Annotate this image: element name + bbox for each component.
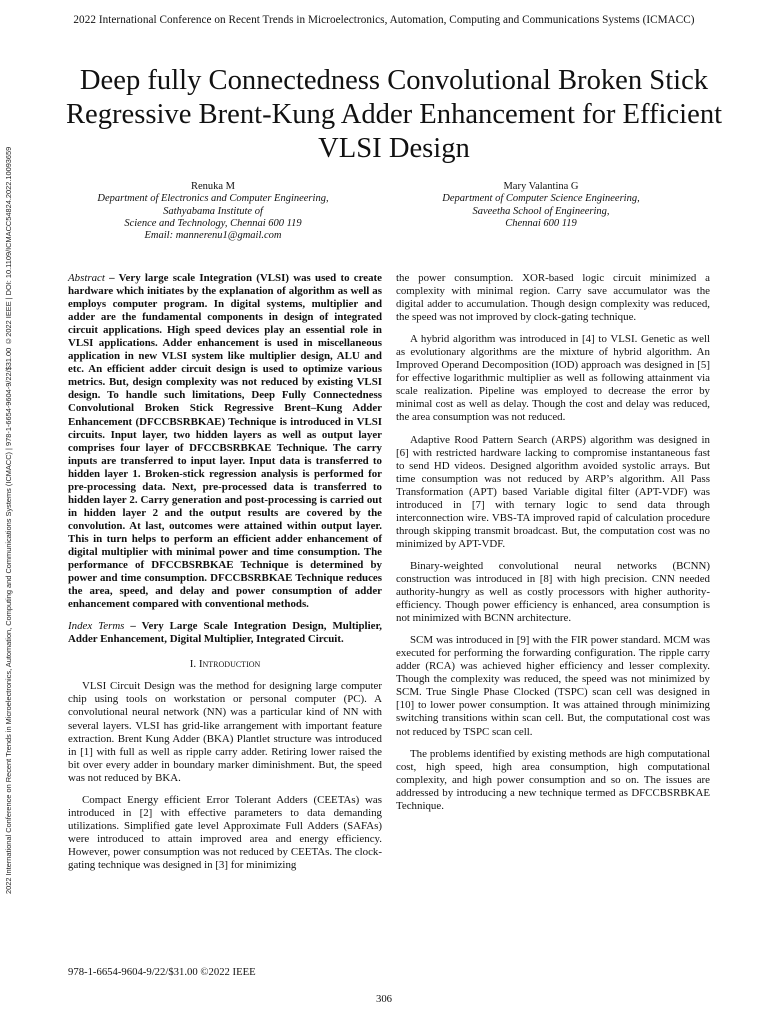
right-column — [396, 272, 710, 822]
author-block-1 — [53, 181, 373, 242]
abstract — [68, 272, 382, 611]
index-terms-body: – Very Large Scale Integration Design, Multiplier, Adder Enhancement, Digital Multiplier, Integrated Circuit. — [68, 620, 382, 646]
author-name: Mary Valantina G — [503, 181, 579, 192]
doi-sidebar: 2022 International Conference on Recent Trends in Microelectronics, Automation, Computing and Communications Systems (ICMACC) | 978-1-6654-9604-9/22/$31.00 ©2022 IEEE | DOI: 10.1109/ICMACC54824.2022.10093659 — [4, 146, 13, 894]
author-affiliation-line: Science and Technology, Chennai 600 119 — [124, 217, 302, 229]
body-paragraph: SCM was introduced in [9] with the FIR power standard. MCM was executed for performing the forwarding configuration. The ripple carry adder (RCA) was achieved higher efficiency and lesser complexity. Though the complexity was reduced, the speed was not minimized by SCM. True Single Phase Clocked (TSPC) scan cell was designed in [10] to lower power consumption. It was attained through minimizing switching transitions within scan cell. But, the computational cost was not reduced by TSPC scan cell. — [396, 634, 710, 738]
body-paragraph: Compact Energy efficient Error Tolerant Adders (CEETAs) was introduced in [2] with effective parameters to data demanding utilizations. Simplified gate level Approximate Full Adders (SAFAs) were introduced to attain improved area and energy efficiency. However, power consumption was not reduced by CEETAs. The clock-gating technique was designed in [3] for minimizing — [68, 793, 382, 871]
author-affiliation-line: Department of Computer Science Engineering, — [442, 193, 640, 205]
author-affiliation-line: Saveetha School of Engineering, — [472, 205, 610, 217]
section-heading-introduction: I. Introduction — [189, 658, 261, 671]
body-paragraph: Binary-weighted convolutional neural networks (BCNN) construction was introduced in [8] with high precision. CNN needed authority-hungry as well as costly processors with higher authority-efficiency. Though power efficiency is enhanced, area consumption is not minimized with BCNN architecture. — [396, 559, 710, 625]
author-affiliation-line: Chennai 600 119 — [505, 217, 577, 229]
author-block-2 — [381, 181, 701, 230]
body-paragraph: Adaptive Rood Pattern Search (ARPS) algorithm was designed in [6] with restricted hardware lacking to compromise instantaneous fast to send HD videos. Designed algorithm avoided systolic arrays. But time consumption was not reduced by ARP’s algorithm. All Pass Transformation (APT) based Variable digital filter (APT-VDF) was introduced in [7] with ternary logic to send data through interconnection wire. VBS-TA improved rapid of calculation procedure through skipping transmit broadcast. But, the computation cost was no minimized by APT-VDF. — [396, 433, 710, 550]
left-column — [68, 272, 382, 881]
conference-header: 2022 International Conference on Recent Trends in Microelectronics, Automation, Computing and Communications Systems (ICMACC) — [73, 14, 695, 26]
page-number: 306 — [375, 993, 393, 1005]
body-paragraph: The problems identified by existing methods are high computational cost, high speed, high area consumption, high computational complexity, and high power consumption and so on. The issues are addressed by introducing a new technique termed as DFCCBSRBKAE Technique. — [396, 747, 710, 812]
body-paragraph: the power consumption. XOR-based logic circuit minimized a complexity with minimal region. Carry save accumulator was the digital adder to accumulation. Though design complexity was reduced, the speed was not improved by clock-gating technique. — [396, 272, 710, 324]
author-name: Renuka M — [190, 181, 236, 192]
author-affiliation-line: Sathyabama Institute of — [163, 205, 263, 217]
abstract-body: – Very large scale Integration (VLSI) was used to create hardware which initiates by the explanation of algorithm as well as employs computer program. In digital systems, multiplier and adder are the fundamental components in design of integrated circuit applications. High speed devices play an essential role in VLSI applications. Adder enhancement is used in miscellaneous application in new VLSI system like multiplier design, ALU and etc. An efficient adder circuit design is used to optimize various metrics. But, design complexity was not reduced by existing VLSI design. To handle such limitations, Deep Fully Connectedness Convolutional Broken Stick Regressive Brent–Kung Adder Enhancement (DFCCBSRBKAE) Technique is introduced in VLSI circuits. Input layer, two hidden layers as well as output layer comprises four layer of DFCCBSRBKAE Technique. The carry inputs are transferred to input layer. Input data is transferred to hidden layer 1. Broken-stick regression analysis is performed for pre-processing data. Next, pre-processed data is transferred to hidden layer 2. Carry generation and post-processing is carried out in hidden layer 2 and the output results are covered by the convolution. At last, outcomes were attained within output layer. This in turn helps to perform an efficient adder enhancement of digital multiplier with minimal power and time consumption. The performance of DFCCBSRBKAE Technique is determined by power and time consumption. DFCCBSRBKAE Technique reduces the area, speed, and delay and power consumption of adder enhancement compared with conventional methods. — [68, 272, 382, 611]
body-paragraph: VLSI Circuit Design was the method for designing large computer chip using tools on workstation or personal computer (PC). A convolutional neural network (NN) was a particular kind of NN with several layers. VLSI has grid-like arrangement with important feature extraction. Brent Kung Adder (BKA) Plantlet structure was introduced in [1] with full as well as ripple carry adder. Retiring lower raised the bit over every adder in boundary marker diminishment. But, the speed was not reduced by BKA. — [68, 680, 382, 784]
author-affiliation-line: Department of Electronics and Computer Engineering, — [97, 193, 329, 205]
body-paragraph: A hybrid algorithm was introduced in [4] to VLSI. Genetic as well as evolutionary algorithms are the mixture of hybrid algorithm. An Improved Operand Decomposition (IOD) approach was designed in [5] for effective logarithmic multiplier as well as following attainment via scale realization. Pipeline was employed to decrease the error by minimal cost as well as delay. Though the cost and delay was reduced, the area consumption was not reduced. — [396, 333, 710, 424]
abstract-lead: Abstract — [68, 272, 105, 284]
index-terms — [68, 620, 382, 646]
paper-title: Deep fully Connectedness Convolutional Broken Stick Regressive Brent-Kung Adder Enhancement for Efficient VLSI Design — [65, 65, 723, 164]
copyright-footer: 978-1-6654-9604-9/22/$31.00 ©2022 IEEE — [68, 966, 256, 978]
author-email: Email: mannerenu1@gmail.com — [144, 230, 282, 242]
index-terms-lead: Index Terms — [68, 620, 125, 633]
